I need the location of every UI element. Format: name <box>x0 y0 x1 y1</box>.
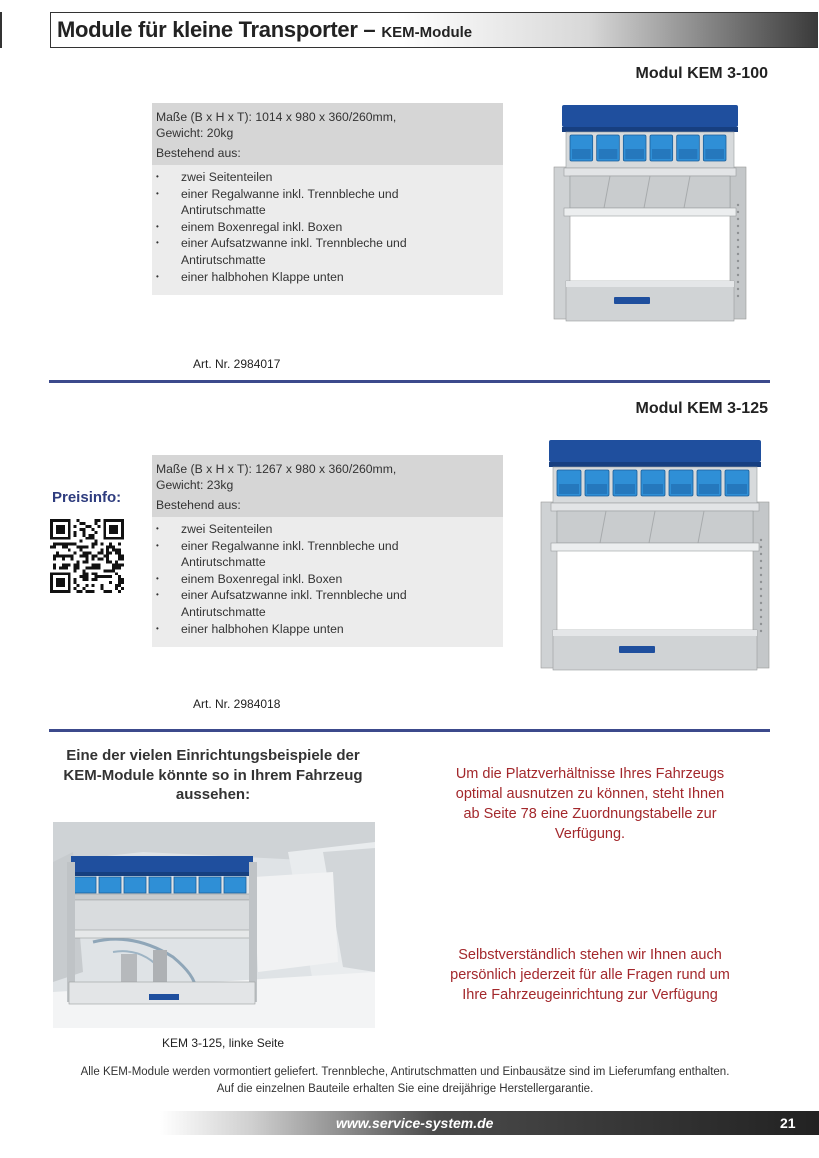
module-2-spec-head <box>152 455 503 517</box>
flap-handle <box>619 646 655 653</box>
flap-handle <box>614 297 650 304</box>
separator-line <box>49 380 770 383</box>
footer-url-link[interactable]: www.service-system.de <box>336 1115 494 1131</box>
module-1-consists-label: Bestehend aus: <box>156 146 241 160</box>
module-2-dimensions: Maße (B x H x T): 1267 x 980 x 360/260mm, <box>156 462 397 476</box>
module-1-dimensions: Maße (B x H x T): 1014 x 980 x 360/260mm, <box>156 110 397 124</box>
list-item: • einer halbhohen Klappe unten <box>152 269 503 286</box>
module-1-weight: Gewicht: 20kg <box>156 126 234 140</box>
list-item: • einer halbhohen Klappe unten <box>152 621 503 638</box>
module-2-product-image <box>539 440 771 676</box>
title-bar <box>50 12 818 48</box>
module-1-spec-head <box>152 103 503 165</box>
module-1-product-image <box>552 105 748 327</box>
list-item: • einem Boxenregal inkl. Boxen <box>152 571 503 588</box>
price-info-label: Preisinfo: <box>52 489 122 506</box>
module-1-spec-box <box>152 103 503 295</box>
qr-code-icon[interactable] <box>50 519 124 593</box>
module-1-title: Modul KEM 3-100 <box>635 65 768 82</box>
page-number: 21 <box>780 1115 796 1131</box>
module-2-article-number: Art. Nr. 2984018 <box>193 697 281 711</box>
footnote: Alle KEM-Module werden vormontiert geliefert. Trennbleche, Antirutschmatten und Einbausätze sind im Lieferumfang enthalten. Auf die einzelnen Bauteile erhalten Sie eine dreijährige Herstellergarantie. <box>80 1066 730 1095</box>
list-item: • einer Regalwanne inkl. Trennbleche und Antirutschmatte <box>152 186 503 219</box>
module-2-component-list <box>152 517 503 647</box>
list-item: • zwei Seitenteilen <box>152 169 503 186</box>
module-1-component-list <box>152 165 503 295</box>
example-heading: Eine der vielen Einrichtungsbeispiele der KEM-Module könnte so in Ihrem Fahrzeug aussehen: <box>63 747 363 803</box>
page-title: Module für kleine Transporter – <box>57 17 376 42</box>
list-item: • einer Aufsatzwanne inkl. Trennbleche und Antirutschmatte <box>152 235 503 268</box>
list-item: • zwei Seitenteilen <box>152 521 503 538</box>
separator-line <box>49 729 770 732</box>
contact-hint-note: Selbstverständlich stehen wir Ihnen auch persönlich jederzeit für alle Fragen rund um Ihre Fahrzeugeinrichtung zur Verfügung <box>450 947 730 1003</box>
module-2-spec-box <box>152 455 503 647</box>
van-interior-photo <box>53 822 375 1028</box>
module-2-weight: Gewicht: 23kg <box>156 478 234 492</box>
page-edge-mark <box>0 12 2 48</box>
module-2-title: Modul KEM 3-125 <box>635 400 768 417</box>
photo-caption: KEM 3-125, linke Seite <box>162 1036 285 1050</box>
page-subtitle: KEM-Module <box>381 24 473 41</box>
table-hint-note: Um die Platzverhältnisse Ihres Fahrzeugs optimal ausnutzen zu können, steht Ihnen ab Seite 78 eine Zuordnungstabelle zur Verfügung. <box>455 766 725 842</box>
module-2-consists-label: Bestehend aus: <box>156 498 241 512</box>
module-1-article-number: Art. Nr. 2984017 <box>193 357 281 371</box>
list-item: • einer Aufsatzwanne inkl. Trennbleche und Antirutschmatte <box>152 587 503 620</box>
list-item: • einer Regalwanne inkl. Trennbleche und Antirutschmatte <box>152 538 503 571</box>
list-item: • einem Boxenregal inkl. Boxen <box>152 219 503 236</box>
